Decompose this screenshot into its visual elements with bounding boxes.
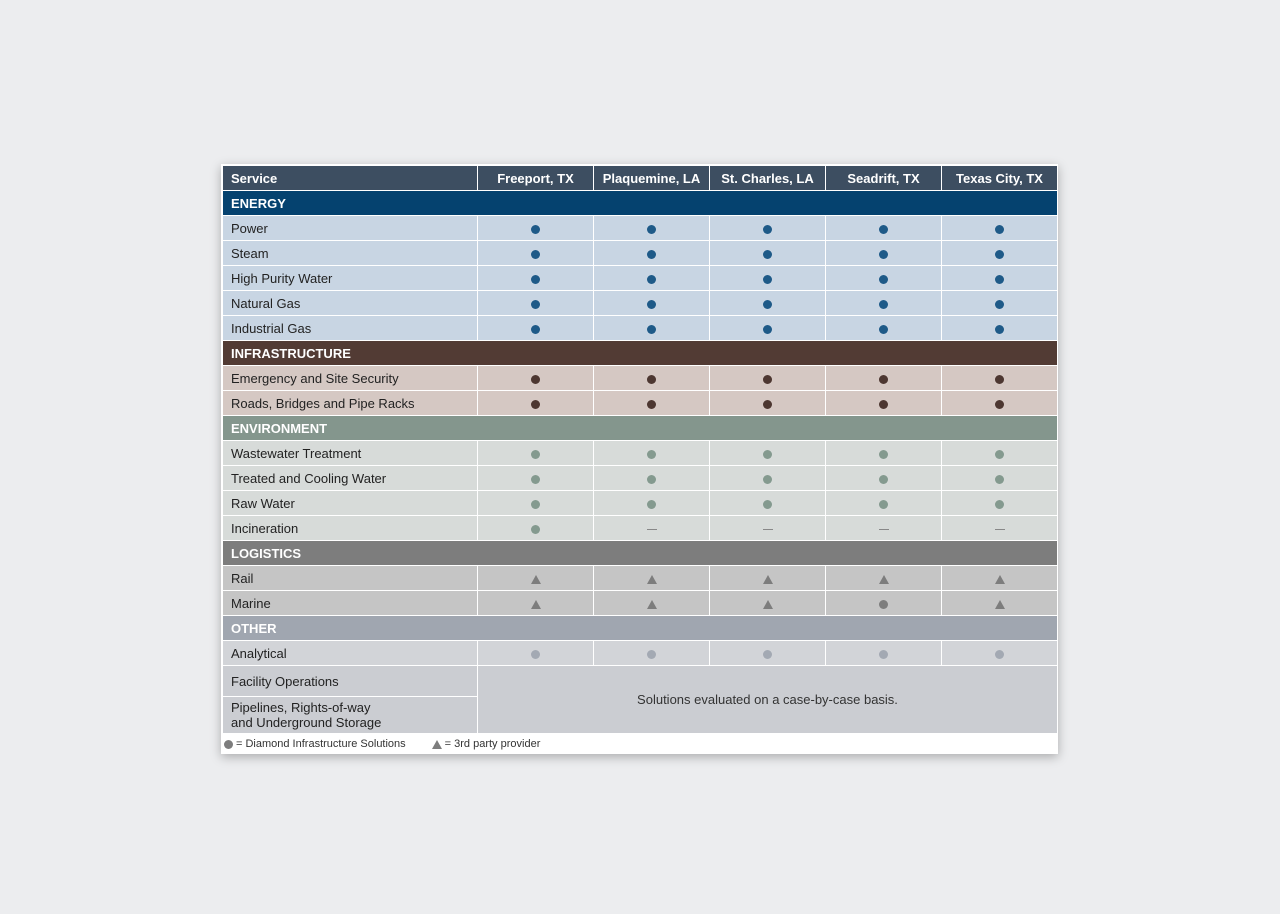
provided-dot-icon <box>763 375 772 384</box>
provided-dot-icon <box>763 500 772 509</box>
legend-dot-label: = Diamond Infrastructure Solutions <box>236 738 406 750</box>
table-row <box>223 516 1058 541</box>
cell-freeport <box>478 391 594 416</box>
cell-texas-city <box>942 316 1058 341</box>
service-name: Industrial Gas <box>223 316 478 341</box>
provided-dot-icon <box>647 275 656 284</box>
provided-dot-icon <box>531 325 540 334</box>
table-row <box>223 641 1058 666</box>
service-name: Facility Operations <box>223 666 478 697</box>
section-title: LOGISTICS <box>223 541 1058 566</box>
service-name: Treated and Cooling Water <box>223 466 478 491</box>
section-title: OTHER <box>223 616 1058 641</box>
cell-freeport <box>478 366 594 391</box>
cell-texas-city <box>942 266 1058 291</box>
service-name: Incineration <box>223 516 478 541</box>
table-row <box>223 266 1058 291</box>
table-row <box>223 491 1058 516</box>
not-available-dash-icon <box>879 529 889 530</box>
cell-seadrift <box>826 441 942 466</box>
column-header-seadrift: Seadrift, TX <box>826 166 942 191</box>
cell-st-charles <box>710 566 826 591</box>
third-party-triangle-icon <box>879 575 889 584</box>
table-row <box>223 466 1058 491</box>
provided-dot-icon <box>995 450 1004 459</box>
provided-dot-icon <box>995 300 1004 309</box>
cell-st-charles <box>710 391 826 416</box>
cell-freeport <box>478 241 594 266</box>
provided-dot-icon <box>531 225 540 234</box>
legend <box>224 738 540 750</box>
provided-dot-icon <box>879 400 888 409</box>
cell-seadrift <box>826 566 942 591</box>
cell-seadrift <box>826 391 942 416</box>
cell-freeport <box>478 591 594 616</box>
cell-texas-city <box>942 641 1058 666</box>
provided-dot-icon <box>879 450 888 459</box>
cell-st-charles <box>710 266 826 291</box>
cell-plaquemine <box>594 441 710 466</box>
provided-dot-icon <box>647 500 656 509</box>
section-title: ENERGY <box>223 191 1058 216</box>
cell-st-charles <box>710 591 826 616</box>
provided-dot-icon <box>879 650 888 659</box>
cell-freeport <box>478 441 594 466</box>
provided-dot-icon <box>647 300 656 309</box>
third-party-triangle-icon <box>995 600 1005 609</box>
third-party-triangle-icon <box>647 575 657 584</box>
cell-plaquemine <box>594 491 710 516</box>
cell-st-charles <box>710 366 826 391</box>
provided-dot-icon <box>531 500 540 509</box>
cell-st-charles <box>710 291 826 316</box>
provided-dot-icon <box>531 525 540 534</box>
cell-seadrift <box>826 291 942 316</box>
cell-st-charles <box>710 491 826 516</box>
cell-plaquemine <box>594 641 710 666</box>
service-name: Emergency and Site Security <box>223 366 478 391</box>
cell-seadrift <box>826 641 942 666</box>
third-party-triangle-icon <box>763 575 773 584</box>
provided-dot-icon <box>647 225 656 234</box>
provided-dot-icon <box>995 500 1004 509</box>
cell-freeport <box>478 266 594 291</box>
services-table-card <box>221 164 1058 754</box>
provided-dot-icon <box>531 475 540 484</box>
provided-dot-icon <box>879 325 888 334</box>
service-name: Raw Water <box>223 491 478 516</box>
service-name: Power <box>223 216 478 241</box>
column-header-st-charles: St. Charles, LA <box>710 166 826 191</box>
cell-texas-city <box>942 491 1058 516</box>
third-party-triangle-icon <box>531 575 541 584</box>
cell-plaquemine <box>594 316 710 341</box>
cell-seadrift <box>826 316 942 341</box>
header-row <box>223 166 1058 191</box>
cell-seadrift <box>826 516 942 541</box>
cell-texas-city <box>942 391 1058 416</box>
provided-dot-icon <box>763 325 772 334</box>
cell-seadrift <box>826 366 942 391</box>
table-row <box>223 316 1058 341</box>
provided-dot-icon <box>879 475 888 484</box>
third-party-triangle-icon <box>531 600 541 609</box>
section-title: ENVIRONMENT <box>223 416 1058 441</box>
provided-dot-icon <box>879 225 888 234</box>
service-name: Analytical <box>223 641 478 666</box>
cell-freeport <box>478 316 594 341</box>
not-available-dash-icon <box>995 529 1005 530</box>
section-header-row <box>223 341 1058 366</box>
third-party-triangle-icon <box>647 600 657 609</box>
column-header-freeport: Freeport, TX <box>478 166 594 191</box>
provided-dot-icon <box>995 650 1004 659</box>
cell-texas-city <box>942 366 1058 391</box>
third-party-triangle-icon <box>763 600 773 609</box>
cell-seadrift <box>826 591 942 616</box>
service-name: Steam <box>223 241 478 266</box>
provided-dot-icon <box>995 325 1004 334</box>
table-row <box>223 241 1058 266</box>
cell-freeport <box>478 216 594 241</box>
section-title: INFRASTRUCTURE <box>223 341 1058 366</box>
table-body <box>223 191 1058 734</box>
section-header-row <box>223 541 1058 566</box>
provided-dot-icon <box>763 650 772 659</box>
service-name: High Purity Water <box>223 266 478 291</box>
cell-texas-city <box>942 216 1058 241</box>
provided-dot-icon <box>531 400 540 409</box>
provided-dot-icon <box>879 250 888 259</box>
service-name: Wastewater Treatment <box>223 441 478 466</box>
cell-plaquemine <box>594 216 710 241</box>
provided-dot-icon <box>995 475 1004 484</box>
cell-st-charles <box>710 641 826 666</box>
legend-triangle-label: = 3rd party provider <box>444 738 541 750</box>
cell-seadrift <box>826 466 942 491</box>
provided-dot-icon <box>531 650 540 659</box>
provided-dot-icon <box>879 600 888 609</box>
cell-st-charles <box>710 316 826 341</box>
cell-freeport <box>478 291 594 316</box>
section-header-row <box>223 416 1058 441</box>
cell-freeport <box>478 641 594 666</box>
services-table <box>222 165 1058 734</box>
provided-dot-icon <box>647 375 656 384</box>
cell-texas-city <box>942 291 1058 316</box>
column-header-texas-city: Texas City, TX <box>942 166 1058 191</box>
service-name: Natural Gas <box>223 291 478 316</box>
provided-dot-icon <box>531 250 540 259</box>
cell-plaquemine <box>594 391 710 416</box>
cell-texas-city <box>942 466 1058 491</box>
provided-dot-icon <box>763 300 772 309</box>
provided-dot-icon <box>763 250 772 259</box>
service-name: Pipelines, Rights-of-way and Underground Storage <box>223 697 478 734</box>
cell-seadrift <box>826 491 942 516</box>
provided-dot-icon <box>879 275 888 284</box>
provided-dot-icon <box>647 400 656 409</box>
cell-st-charles <box>710 441 826 466</box>
table-row <box>223 216 1058 241</box>
provided-dot-icon <box>995 275 1004 284</box>
cell-plaquemine <box>594 566 710 591</box>
table-row <box>223 366 1058 391</box>
cell-texas-city <box>942 516 1058 541</box>
legend-triangle-icon <box>432 740 442 749</box>
provided-dot-icon <box>531 375 540 384</box>
service-name: Marine <box>223 591 478 616</box>
not-available-dash-icon <box>647 529 657 530</box>
provided-dot-icon <box>531 300 540 309</box>
cell-texas-city <box>942 566 1058 591</box>
provided-dot-icon <box>763 225 772 234</box>
cell-freeport <box>478 466 594 491</box>
provided-dot-icon <box>647 475 656 484</box>
legend-dot-icon <box>224 740 233 749</box>
cell-texas-city <box>942 241 1058 266</box>
provided-dot-icon <box>763 450 772 459</box>
column-header-service: Service <box>223 166 478 191</box>
cell-plaquemine <box>594 266 710 291</box>
section-header-row <box>223 616 1058 641</box>
provided-dot-icon <box>647 250 656 259</box>
table-row <box>223 666 1058 697</box>
provided-dot-icon <box>995 375 1004 384</box>
table-row <box>223 391 1058 416</box>
cell-texas-city <box>942 441 1058 466</box>
cell-st-charles <box>710 466 826 491</box>
table-row <box>223 566 1058 591</box>
not-available-dash-icon <box>763 529 773 530</box>
provided-dot-icon <box>647 450 656 459</box>
provided-dot-icon <box>647 325 656 334</box>
cell-freeport <box>478 566 594 591</box>
cell-plaquemine <box>594 516 710 541</box>
provided-dot-icon <box>531 450 540 459</box>
table-row <box>223 441 1058 466</box>
case-by-case-note: Solutions evaluated on a case-by-case basis. <box>478 666 1058 734</box>
provided-dot-icon <box>763 400 772 409</box>
third-party-triangle-icon <box>995 575 1005 584</box>
cell-st-charles <box>710 216 826 241</box>
provided-dot-icon <box>995 400 1004 409</box>
cell-freeport <box>478 491 594 516</box>
cell-plaquemine <box>594 241 710 266</box>
provided-dot-icon <box>531 275 540 284</box>
cell-st-charles <box>710 516 826 541</box>
provided-dot-icon <box>763 475 772 484</box>
column-header-plaquemine: Plaquemine, LA <box>594 166 710 191</box>
provided-dot-icon <box>647 650 656 659</box>
cell-plaquemine <box>594 466 710 491</box>
cell-plaquemine <box>594 366 710 391</box>
cell-seadrift <box>826 266 942 291</box>
cell-seadrift <box>826 241 942 266</box>
cell-freeport <box>478 516 594 541</box>
cell-plaquemine <box>594 591 710 616</box>
table-row <box>223 291 1058 316</box>
provided-dot-icon <box>763 275 772 284</box>
service-name: Rail <box>223 566 478 591</box>
provided-dot-icon <box>995 225 1004 234</box>
provided-dot-icon <box>879 500 888 509</box>
service-name: Roads, Bridges and Pipe Racks <box>223 391 478 416</box>
provided-dot-icon <box>879 300 888 309</box>
cell-plaquemine <box>594 291 710 316</box>
table-row <box>223 591 1058 616</box>
provided-dot-icon <box>879 375 888 384</box>
cell-seadrift <box>826 216 942 241</box>
cell-texas-city <box>942 591 1058 616</box>
section-header-row <box>223 191 1058 216</box>
cell-st-charles <box>710 241 826 266</box>
provided-dot-icon <box>995 250 1004 259</box>
